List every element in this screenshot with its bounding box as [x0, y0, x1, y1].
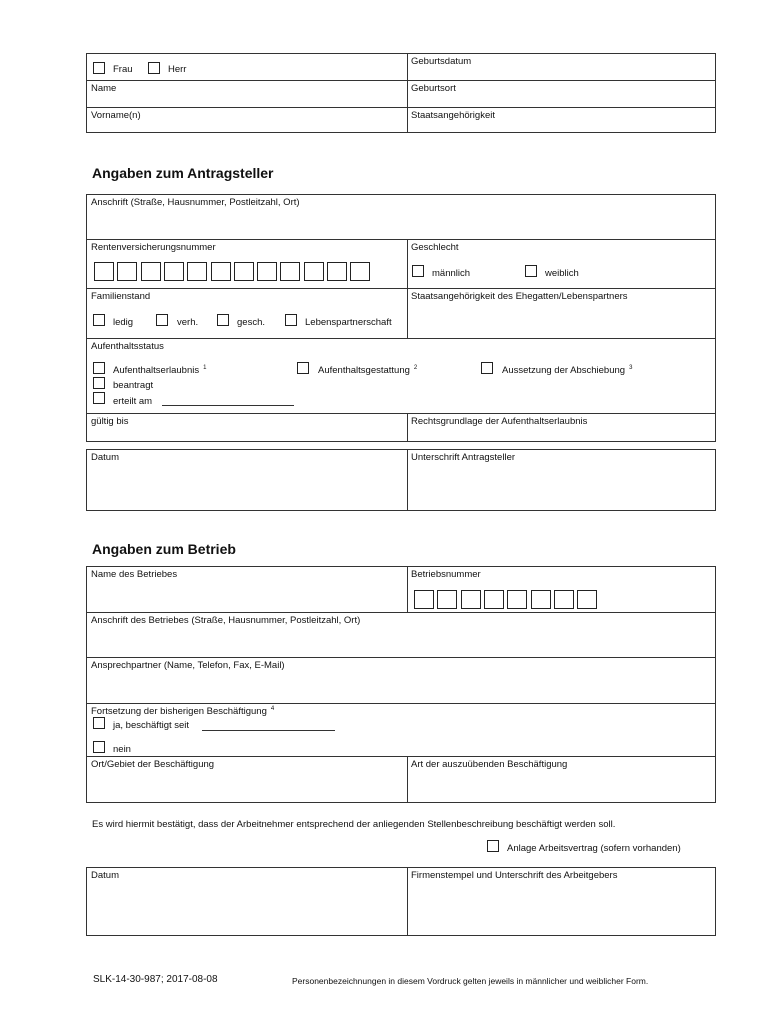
aufenthaltsstatus-label: Aufenthaltsstatus — [91, 341, 164, 352]
divider — [407, 239, 408, 338]
erteilt-am-label: erteilt am — [113, 396, 153, 407]
signature-table — [86, 449, 716, 511]
ja-label: ja, beschäftigt seit — [113, 720, 190, 731]
divider — [407, 756, 408, 803]
ledig-checkbox[interactable] — [93, 314, 105, 326]
maennlich-label: männlich — [432, 268, 471, 279]
betrieb-datum-label: Datum — [91, 870, 119, 881]
rentenversicherungsnummer-digit-box[interactable] — [94, 262, 114, 281]
datum-label: Datum — [91, 452, 119, 463]
weiblich-label: weiblich — [545, 268, 579, 279]
staatsangehoerigkeit-ehegatte-label: Staatsangehörigkeit des Ehegatten/Lebenspartners — [411, 291, 628, 302]
rentenversicherungsnummer-digit-box[interactable] — [164, 262, 184, 281]
erteilt-am-checkbox[interactable] — [93, 392, 105, 404]
rentenversicherungsnummer-digit-box[interactable] — [257, 262, 277, 281]
divider — [407, 449, 408, 511]
rentenversicherungsnummer-digit-box[interactable] — [304, 262, 324, 281]
aufenthaltsgestattung-label: Aufenthaltsgestattung $^2$ — [318, 365, 418, 377]
divider — [86, 288, 716, 289]
geburtsdatum-label: Geburtsdatum — [411, 56, 472, 67]
bestaetigung-text: Es wird hiermit bestätigt, dass der Arbeitnehmer entsprechend der anliegenden Stellenbeschreibung beschäftigt werden soll. — [92, 819, 616, 830]
anlage-label: Anlage Arbeitsvertrag (sofern vorhanden) — [507, 843, 681, 854]
ort-gebiet-label: Ort/Gebiet der Beschäftigung — [91, 759, 215, 770]
rentenversicherungsnummer-digit-box[interactable] — [117, 262, 137, 281]
rechtsgrundlage-label: Rechtsgrundlage der Aufenthaltserlaubnis — [411, 416, 588, 427]
frau-checkbox[interactable] — [93, 62, 105, 74]
weiblich-checkbox[interactable] — [525, 265, 537, 277]
rentenversicherungsnummer-digit-box[interactable] — [350, 262, 370, 281]
erteilt-am-input[interactable] — [162, 405, 294, 406]
divider — [407, 867, 408, 936]
footnote-1: 1 — [203, 365, 207, 371]
firmenstempel-label: Firmenstempel und Unterschrift des Arbeitgebers — [411, 870, 618, 881]
aussetzung-label: Aussetzung der Abschiebung $^3$ — [502, 365, 633, 377]
beantragt-label: beantragt — [113, 380, 154, 391]
antragsteller-heading: Angaben zum Antragsteller — [92, 165, 274, 181]
divider — [86, 612, 716, 613]
staatsangehoerigkeit-label: Staatsangehörigkeit — [411, 110, 495, 121]
divider — [86, 756, 716, 757]
herr-checkbox[interactable] — [148, 62, 160, 74]
fortsetzung-label: Fortsetzung der bisherigen Beschäftigung $^4$ — [91, 706, 275, 718]
anlage-checkbox[interactable] — [487, 840, 499, 852]
geschlecht-label: Geschlecht — [411, 242, 459, 253]
betriebsnummer-digit-box[interactable] — [437, 590, 457, 609]
rentenversicherungsnummer-digit-box[interactable] — [211, 262, 231, 281]
footnote-4: 4 — [270, 706, 275, 712]
ansprechpartner-label: Ansprechpartner (Name, Telefon, Fax, E-Mail) — [91, 660, 285, 671]
ja-checkbox[interactable] — [93, 717, 105, 729]
divider — [86, 338, 716, 339]
verh-checkbox[interactable] — [156, 314, 168, 326]
divider — [86, 107, 716, 108]
divider — [86, 703, 716, 704]
nein-checkbox[interactable] — [93, 741, 105, 753]
betriebsnummer-digit-box[interactable] — [531, 590, 551, 609]
rentenversicherungsnummer-label: Rentenversicherungsnummer — [91, 242, 216, 253]
divider — [86, 239, 716, 240]
gueltig-bis-label: gültig bis — [91, 416, 129, 427]
betriebsnummer-digit-box[interactable] — [461, 590, 481, 609]
betriebsnummer-digit-box[interactable] — [484, 590, 504, 609]
divider — [407, 566, 408, 612]
divider — [86, 657, 716, 658]
geburtsort-label: Geburtsort — [411, 83, 456, 94]
ledig-label: ledig — [113, 317, 134, 328]
betriebsnummer-label: Betriebsnummer — [411, 569, 481, 580]
frau-label: Frau — [113, 64, 133, 75]
name-label: Name — [91, 83, 117, 94]
rentenversicherungsnummer-digit-box[interactable] — [187, 262, 207, 281]
betriebsnummer-digit-box[interactable] — [554, 590, 574, 609]
betriebsnummer-digit-box[interactable] — [414, 590, 434, 609]
aufenthaltsgestattung-checkbox[interactable] — [297, 362, 309, 374]
arbeitgeber-signature-table — [86, 867, 716, 936]
divider — [407, 53, 408, 133]
betrieb-name-label: Name des Betriebes — [91, 569, 178, 580]
aufenthaltserlaubnis-label: Aufenthaltserlaubnis $^1$ — [113, 365, 207, 377]
verh-label: verh. — [177, 317, 199, 328]
nein-label: nein — [113, 744, 131, 755]
vorname-label: Vorname(n) — [91, 110, 141, 121]
betrieb-heading: Angaben zum Betrieb — [92, 541, 236, 557]
rentenversicherungsnummer-digit-box[interactable] — [234, 262, 254, 281]
divider — [407, 413, 408, 442]
footnote-3: 3 — [629, 365, 633, 371]
gesch-checkbox[interactable] — [217, 314, 229, 326]
aufenthaltserlaubnis-checkbox[interactable] — [93, 362, 105, 374]
divider — [86, 413, 716, 414]
gesch-label: gesch. — [237, 317, 265, 328]
rentenversicherungsnummer-digit-box[interactable] — [280, 262, 300, 281]
betriebsnummer-digit-box[interactable] — [507, 590, 527, 609]
aussetzung-checkbox[interactable] — [481, 362, 493, 374]
familienstand-label: Familienstand — [91, 291, 151, 302]
rentenversicherungsnummer-digit-box[interactable] — [141, 262, 161, 281]
lebenspartnerschaft-label: Lebenspartnerschaft — [305, 317, 392, 328]
maennlich-checkbox[interactable] — [412, 265, 424, 277]
beschaeftigt-seit-input[interactable] — [202, 730, 335, 731]
lebenspartnerschaft-checkbox[interactable] — [285, 314, 297, 326]
footer-note: Personenbezeichnungen in diesem Vordruck gelten jeweils in männlicher und weiblicher Form. — [292, 976, 649, 986]
betriebsnummer-digit-box[interactable] — [577, 590, 597, 609]
betrieb-anschrift-label: Anschrift des Betriebes (Straße, Hausnummer, Postleitzahl, Ort) — [91, 615, 361, 626]
unterschrift-label: Unterschrift Antragsteller — [411, 452, 516, 463]
anschrift-label: Anschrift (Straße, Hausnummer, Postleitzahl, Ort) — [91, 197, 300, 208]
divider — [86, 80, 716, 81]
herr-label: Herr — [168, 64, 187, 75]
rentenversicherungsnummer-digit-box[interactable] — [327, 262, 347, 281]
form-code: SLK-14-30-987; 2017-08-08 — [93, 974, 218, 985]
beantragt-checkbox[interactable] — [93, 377, 105, 389]
footnote-2: 2 — [413, 365, 418, 371]
art-label: Art der auszuübenden Beschäftigung — [411, 759, 568, 770]
